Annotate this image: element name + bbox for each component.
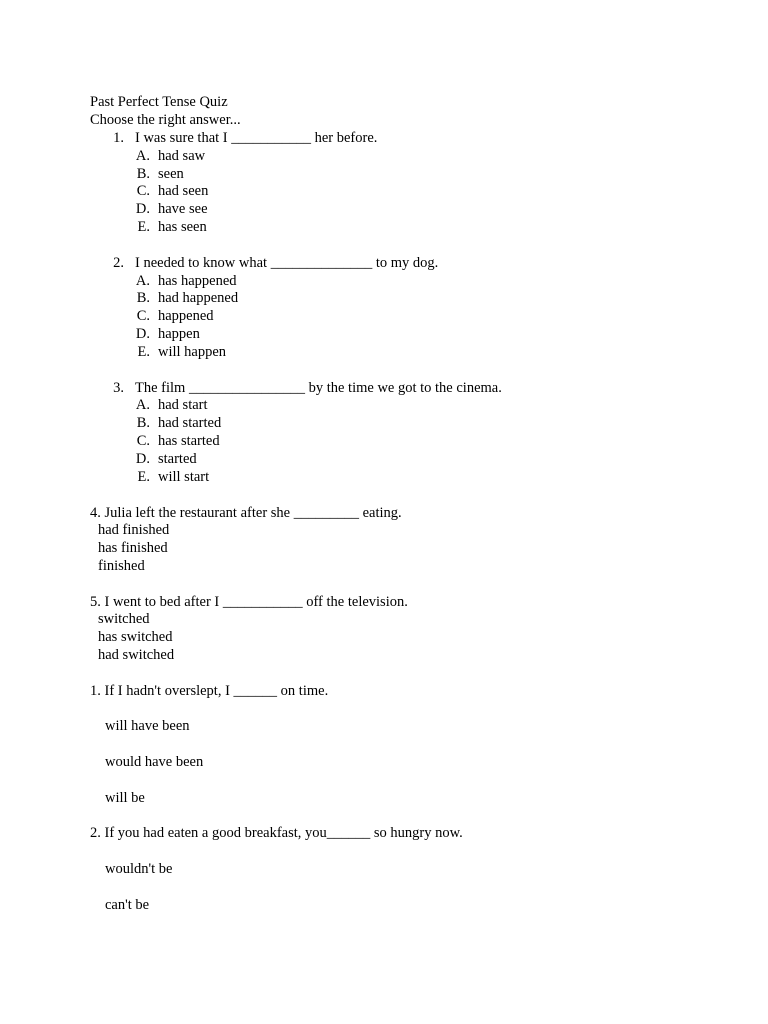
- option-text: had saw: [158, 148, 206, 164]
- option-letter: B.: [136, 290, 150, 306]
- option-letter: C.: [136, 183, 150, 199]
- option-text: have see: [158, 201, 208, 217]
- option-text: will start: [158, 469, 210, 485]
- option-text: had switched: [98, 647, 175, 663]
- option-text: happened: [158, 308, 214, 324]
- question-number: 2.: [113, 255, 124, 271]
- option-text: had start: [158, 397, 208, 413]
- option-letter: C.: [136, 308, 150, 324]
- option-letter: E.: [137, 469, 150, 485]
- page-title: Past Perfect Tense Quiz: [90, 94, 228, 110]
- question-text: 1. If I hadn't overslept, I ______ on time.: [90, 683, 329, 699]
- option-text: wouldn't be: [105, 861, 173, 877]
- option-letter: D.: [135, 451, 150, 467]
- instructions: Choose the right answer...: [90, 112, 241, 128]
- question-text: 5. I went to bed after I ___________ off the television.: [90, 594, 408, 610]
- option-text: will happen: [158, 344, 227, 360]
- question-number: 3.: [113, 380, 124, 396]
- option-text: has seen: [158, 219, 207, 235]
- option-letter: B.: [136, 415, 150, 431]
- option-text: will have been: [105, 718, 190, 734]
- question-text: 2. If you had eaten a good breakfast, you______ so hungry now.: [90, 825, 463, 841]
- option-letter: A.: [135, 148, 150, 164]
- question-text: The film ________________ by the time we got to the cinema.: [135, 380, 502, 396]
- option-text: has switched: [98, 629, 173, 645]
- option-text: had finished: [98, 522, 170, 538]
- option-text: can't be: [105, 897, 150, 913]
- option-letter: A.: [135, 397, 150, 413]
- option-letter: E.: [137, 219, 150, 235]
- option-text: had happened: [158, 290, 239, 306]
- question-number: 1.: [113, 130, 124, 146]
- question-text: I needed to know what ______________ to my dog.: [135, 255, 439, 271]
- option-text: finished: [98, 558, 145, 574]
- option-text: has started: [158, 433, 220, 449]
- option-text: has finished: [98, 540, 168, 556]
- option-letter: A.: [135, 273, 150, 289]
- option-text: would have been: [105, 754, 204, 770]
- option-text: switched: [98, 611, 150, 627]
- option-text: has happened: [158, 273, 237, 289]
- question-text: 4. Julia left the restaurant after she _________ eating.: [90, 505, 402, 521]
- option-letter: C.: [136, 433, 150, 449]
- option-letter: E.: [137, 344, 150, 360]
- question-text: I was sure that I ___________ her before.: [135, 130, 378, 146]
- option-text: will be: [105, 790, 145, 806]
- option-text: seen: [158, 166, 184, 182]
- option-text: happen: [158, 326, 200, 342]
- option-letter: B.: [136, 166, 150, 182]
- option-letter: D.: [135, 201, 150, 217]
- option-text: started: [158, 451, 197, 467]
- option-letter: D.: [135, 326, 150, 342]
- option-text: had seen: [158, 183, 209, 199]
- option-text: had started: [158, 415, 222, 431]
